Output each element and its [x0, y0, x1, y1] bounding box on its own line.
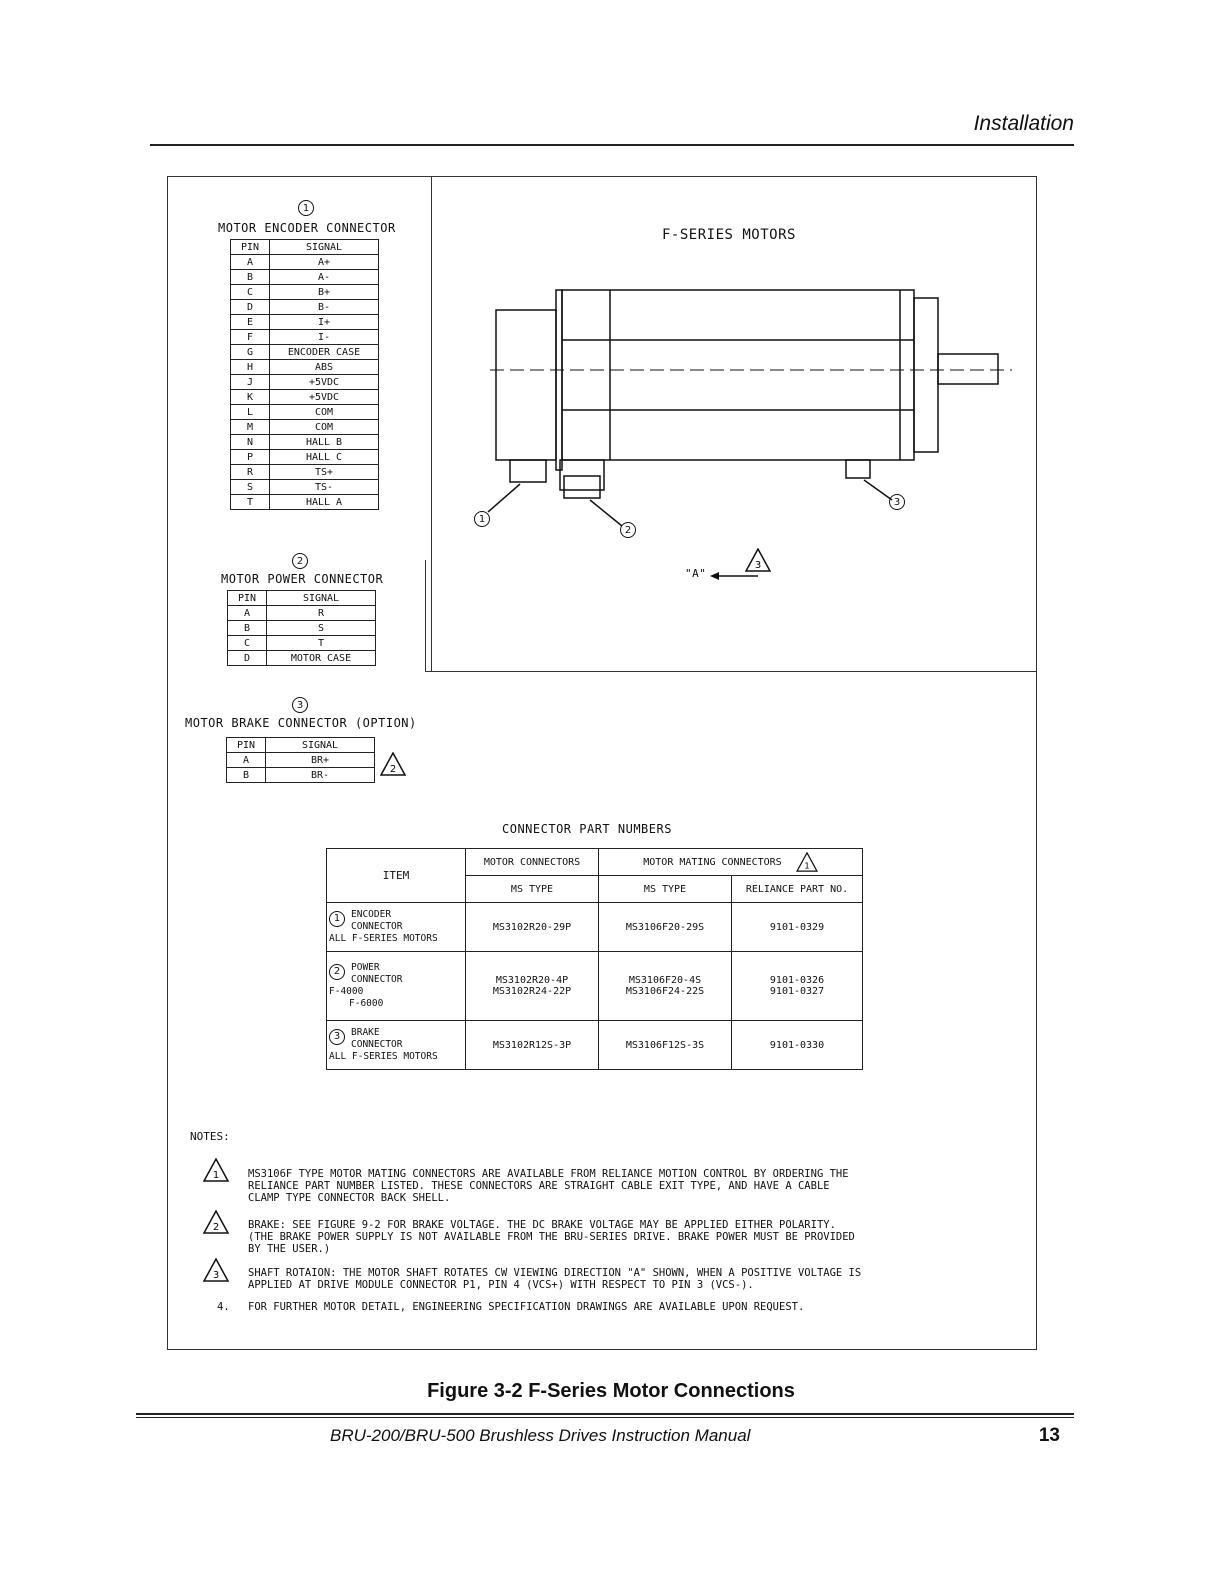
col-mating-connectors — [599, 849, 863, 876]
pin-letter: H — [231, 360, 270, 375]
pin-signal: BR+ — [266, 753, 375, 768]
figure-caption: Figure 3-2 F-Series Motor Connections — [427, 1380, 795, 1402]
mating-type-cell — [599, 952, 732, 1021]
pin-signal: BR- — [266, 768, 375, 783]
item-description — [351, 962, 402, 986]
item-line: POWER — [351, 962, 380, 973]
footer-rule-top — [136, 1413, 1074, 1415]
pin-letter: F — [231, 330, 270, 345]
pin-signal: R — [267, 606, 376, 621]
brake-rows — [227, 753, 375, 783]
pin-letter: L — [231, 405, 270, 420]
item-cell — [327, 1021, 466, 1070]
pin-letter: D — [228, 651, 267, 666]
pin-letter: N — [231, 435, 270, 450]
ms-type-value: MS3102R20-4P — [495, 975, 569, 986]
item-line: CONNECTOR — [351, 1039, 403, 1050]
pin-letter: B — [227, 768, 266, 783]
col-ms-type-mating: MS TYPE — [599, 876, 732, 903]
parts-rows — [327, 903, 863, 1070]
drawing-callout-2: 2 — [620, 522, 636, 538]
pin-row — [228, 651, 376, 666]
view-direction-label: "A" — [685, 567, 707, 580]
reliance-part-cell — [732, 903, 863, 952]
pin-row — [231, 375, 379, 390]
pin-letter: E — [231, 315, 270, 330]
encoder-connector-title: MOTOR ENCODER CONNECTOR — [218, 221, 396, 235]
motor-drawing — [460, 280, 1020, 590]
note-1-line: MS3106F TYPE MOTOR MATING CONNECTORS ARE AVAILABLE FROM RELIANCE MOTION CONTROL BY ORDERING THE — [248, 1168, 849, 1180]
frame-divider-vertical-lower — [425, 560, 426, 672]
pin-letter: C — [231, 285, 270, 300]
pin-row — [231, 420, 379, 435]
pin-signal: TS- — [270, 480, 379, 495]
note-2 — [248, 1219, 855, 1255]
item-line: CONNECTOR — [351, 974, 403, 985]
pin-letter: C — [228, 636, 267, 651]
power-connector-title: MOTOR POWER CONNECTOR — [221, 572, 384, 586]
view-direction-arrow — [710, 571, 758, 581]
col-item: ITEM — [327, 849, 466, 903]
pin-signal: I- — [270, 330, 379, 345]
pin-signal: B+ — [270, 285, 379, 300]
mating-type-value: MS3106F20-29S — [625, 921, 705, 933]
note-1-triangle — [203, 1158, 229, 1182]
col-reliance-part: RELIANCE PART NO. — [732, 876, 863, 903]
pin-letter: R — [231, 465, 270, 480]
pin-row — [228, 606, 376, 621]
note-4-number: 4. — [217, 1301, 230, 1313]
note-2-triangle — [203, 1210, 229, 1234]
mating-header-text: MOTOR MATING CONNECTORS — [643, 857, 782, 868]
pin-row — [231, 405, 379, 420]
power-rows — [228, 606, 376, 666]
note-2-line: BRAKE: SEE FIGURE 9-2 FOR BRAKE VOLTAGE. THE DC BRAKE VOLTAGE MAY BE APPLIED EITHER POLARITY. — [248, 1219, 836, 1231]
parts-table — [326, 848, 863, 1070]
view-note-ref-number: 3 — [754, 560, 762, 571]
brake-note-ref-triangle — [380, 752, 406, 776]
pin-signal: S — [267, 621, 376, 636]
col-signal: SIGNAL — [266, 738, 375, 753]
pin-row — [231, 390, 379, 405]
drawing-callout-3: 3 — [889, 494, 905, 510]
note-2-line: (THE BRAKE POWER SUPPLY IS NOT AVAILABLE FROM THE BRU-SERIES DRIVE. BRAKE POWER MUST BE PROVIDED — [248, 1231, 855, 1243]
note-3-triangle — [203, 1258, 229, 1282]
pin-signal: T — [267, 636, 376, 651]
footer-rule-bottom — [136, 1417, 1074, 1418]
frame-divider-horizontal — [425, 671, 1037, 672]
manual-title: BRU-200/BRU-500 Brushless Drives Instruction Manual — [330, 1426, 751, 1445]
pin-row — [231, 495, 379, 510]
col-pin: PIN — [228, 591, 267, 606]
brake-connector-title: MOTOR BRAKE CONNECTOR (OPTION) — [185, 716, 417, 730]
note-1 — [248, 1168, 849, 1204]
item-line: BRAKE — [351, 1027, 380, 1038]
pin-signal: HALL C — [270, 450, 379, 465]
parts-row — [327, 903, 863, 952]
pin-row — [231, 450, 379, 465]
col-signal: SIGNAL — [270, 240, 379, 255]
reliance-part-value: 9101-0327 — [769, 986, 825, 997]
power-pin-table — [227, 590, 376, 666]
pin-signal: ABS — [270, 360, 379, 375]
frame-divider-vertical — [431, 176, 432, 672]
pin-row — [228, 621, 376, 636]
note-1-line: CLAMP TYPE CONNECTOR BACK SHELL. — [248, 1192, 451, 1204]
encoder-callout-number: 1 — [298, 200, 314, 216]
note-3-line: SHAFT ROTAION: THE MOTOR SHAFT ROTATES CW VIEWING DIRECTION "A" SHOWN, WHEN A POSITIVE VOLTAGE IS — [248, 1267, 862, 1279]
pin-signal: +5VDC — [270, 375, 379, 390]
note-3-number: 3 — [212, 1270, 220, 1281]
pin-letter: K — [231, 390, 270, 405]
page-number: 13 — [1038, 1425, 1060, 1446]
col-pin: PIN — [231, 240, 270, 255]
item-callout-number: 2 — [329, 964, 345, 980]
pin-signal: B- — [270, 300, 379, 315]
ms-type-cell — [466, 952, 599, 1021]
note-2-number: 2 — [212, 1222, 220, 1233]
pin-letter: B — [231, 270, 270, 285]
col-ms-type-motor: MS TYPE — [466, 876, 599, 903]
pin-letter: J — [231, 375, 270, 390]
pin-row — [231, 480, 379, 495]
note-2-line: BY THE USER.) — [248, 1243, 331, 1255]
note-3-line: APPLIED AT DRIVE MODULE CONNECTOR P1, PIN 4 (VCS+) WITH RESPECT TO PIN 3 (VCS-). — [248, 1279, 754, 1291]
brake-callout-number: 3 — [292, 697, 308, 713]
brake-pin-table — [226, 737, 375, 783]
parts-title: CONNECTOR PART NUMBERS — [502, 822, 672, 836]
ms-type-cell — [466, 903, 599, 952]
pin-letter: D — [231, 300, 270, 315]
pin-row — [231, 330, 379, 345]
mating-type-cell — [599, 903, 732, 952]
note-3 — [248, 1267, 861, 1291]
brake-note-ref-number: 2 — [389, 764, 397, 775]
item-description — [351, 1027, 402, 1051]
pin-row — [231, 270, 379, 285]
pin-letter: M — [231, 420, 270, 435]
note-1-line: RELIANCE PART NUMBER LISTED. THESE CONNECTORS ARE STRAIGHT CABLE EXIT TYPE, AND HAVE A CABLE — [248, 1180, 830, 1192]
pin-signal: HALL B — [270, 435, 379, 450]
item-callout-number: 3 — [329, 1029, 345, 1045]
ms-type-value: MS3102R20-29P — [492, 921, 572, 933]
encoder-pin-table — [230, 239, 379, 510]
item-line: ENCODER — [351, 909, 392, 920]
item-cell — [327, 903, 466, 952]
pin-signal: TS+ — [270, 465, 379, 480]
item-cell — [327, 952, 466, 1021]
item-callout-number: 1 — [329, 911, 345, 927]
col-signal: SIGNAL — [267, 591, 376, 606]
pin-letter: T — [231, 495, 270, 510]
mating-type-cell — [599, 1021, 732, 1070]
pin-row — [227, 753, 375, 768]
col-pin: PIN — [227, 738, 266, 753]
pin-letter: A — [227, 753, 266, 768]
section-title: Installation — [973, 112, 1074, 135]
ms-type-value: MS3102R24-22P — [492, 986, 572, 997]
item-line: ALL F-SERIES MOTORS — [329, 933, 438, 944]
pin-row — [228, 636, 376, 651]
ms-type-cell — [466, 1021, 599, 1070]
col-motor-connectors: MOTOR CONNECTORS — [466, 849, 599, 876]
pin-letter: B — [228, 621, 267, 636]
item-line: ALL F-SERIES MOTORS — [329, 1051, 438, 1062]
pin-signal: A- — [270, 270, 379, 285]
mating-type-value: MS3106F24-22S — [625, 986, 705, 997]
pin-letter: P — [231, 450, 270, 465]
encoder-rows — [231, 255, 379, 510]
ms-type-value: MS3102R12S-3P — [492, 1039, 572, 1051]
pin-row — [231, 315, 379, 330]
item-line: CONNECTOR — [351, 921, 403, 932]
pin-row — [231, 435, 379, 450]
pin-letter: G — [231, 345, 270, 360]
item-description — [351, 909, 402, 933]
item-line: F-4000 — [329, 986, 364, 997]
pin-signal: A+ — [270, 255, 379, 270]
parts-row — [327, 1021, 863, 1070]
power-callout-number: 2 — [292, 553, 308, 569]
pin-signal: I+ — [270, 315, 379, 330]
item-line: F-6000 — [349, 998, 384, 1009]
reliance-part-value: 9101-0330 — [769, 1039, 825, 1051]
note-4: FOR FURTHER MOTOR DETAIL, ENGINEERING SPECIFICATION DRAWINGS ARE AVAILABLE UPON REQUEST. — [248, 1301, 805, 1313]
pin-letter: S — [231, 480, 270, 495]
mating-note-ref-triangle — [796, 852, 818, 872]
pin-signal: HALL A — [270, 495, 379, 510]
pin-signal: COM — [270, 405, 379, 420]
parts-row — [327, 952, 863, 1021]
reliance-part-value: 9101-0326 — [769, 975, 825, 986]
pin-row — [231, 255, 379, 270]
pin-letter: A — [231, 255, 270, 270]
reliance-part-cell — [732, 952, 863, 1021]
reliance-part-cell — [732, 1021, 863, 1070]
note-1-number: 1 — [212, 1170, 220, 1181]
pin-letter: A — [228, 606, 267, 621]
reliance-part-value: 9101-0329 — [769, 921, 825, 933]
pin-row — [231, 465, 379, 480]
mating-type-value: MS3106F20-4S — [628, 975, 702, 986]
header-rule — [150, 144, 1074, 146]
drawing-callout-1: 1 — [474, 511, 490, 527]
pin-signal: MOTOR CASE — [267, 651, 376, 666]
pin-row — [227, 768, 375, 783]
pin-row — [231, 345, 379, 360]
mating-type-value: MS3106F12S-3S — [625, 1039, 705, 1051]
mating-note-ref-number: 1 — [804, 860, 810, 871]
notes-heading: NOTES: — [190, 1130, 230, 1143]
view-note-ref-triangle — [745, 548, 771, 572]
pin-row — [231, 360, 379, 375]
pin-signal: +5VDC — [270, 390, 379, 405]
pin-signal: ENCODER CASE — [270, 345, 379, 360]
pin-signal: COM — [270, 420, 379, 435]
pin-row — [231, 285, 379, 300]
drawing-title: F-SERIES MOTORS — [662, 227, 796, 243]
pin-row — [231, 300, 379, 315]
